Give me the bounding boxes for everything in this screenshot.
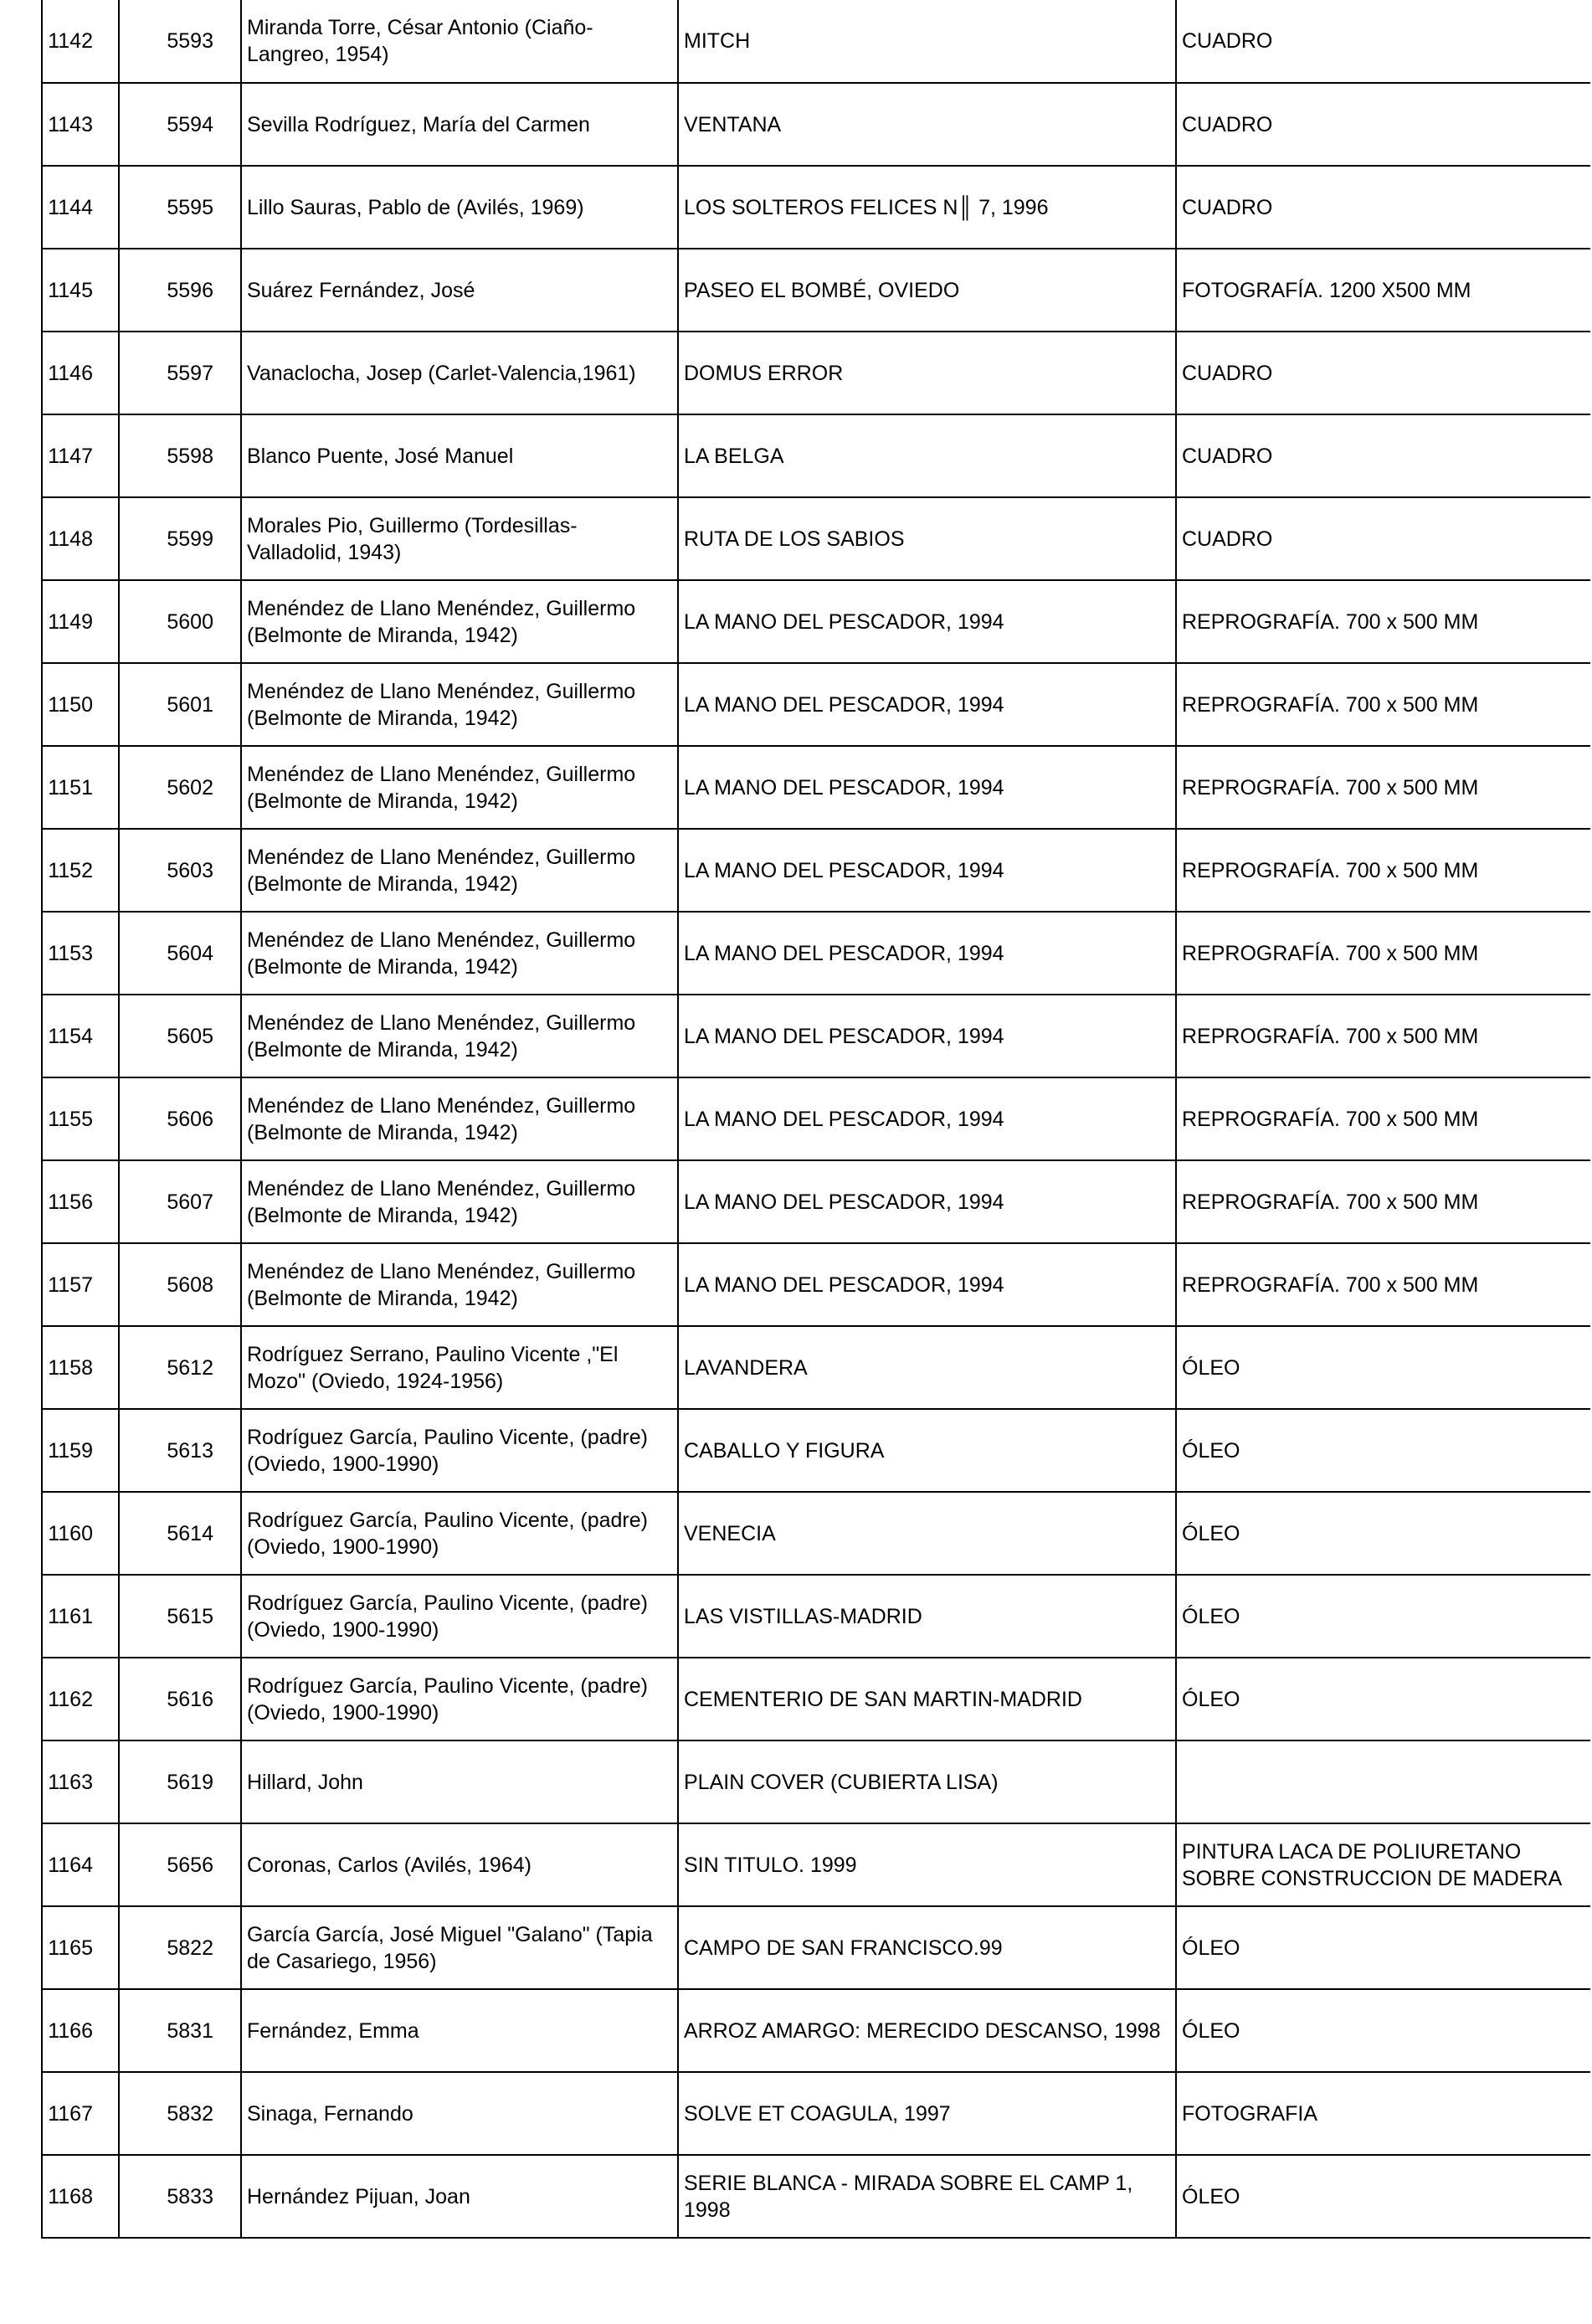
author-cell: Sevilla Rodríguez, María del Carmen [241,83,678,166]
table-row [42,912,1590,995]
row-number-cell: 1168 [42,2155,119,2238]
author-cell: Rodríguez García, Paulino Vicente, (padre) (Oviedo, 1900-1990) [241,1658,678,1740]
table-row [42,1989,1590,2072]
table-row [42,746,1590,829]
inventory-number-cell: 5612 [119,1326,241,1409]
row-number-cell: 1164 [42,1823,119,1906]
technique-cell: ÓLEO [1176,1906,1590,1989]
inventory-number-cell: 5594 [119,83,241,166]
row-number-cell: 1150 [42,663,119,746]
row-number-cell: 1167 [42,2072,119,2155]
table-row [42,1823,1590,1906]
title-cell: SERIE BLANCA - MIRADA SOBRE EL CAMP 1, 1998 [678,2155,1176,2238]
table-row [42,1658,1590,1740]
table-row [42,1077,1590,1160]
title-cell: ARROZ AMARGO: MERECIDO DESCANSO, 1998 [678,1989,1176,2072]
technique-cell: FOTOGRAFIA [1176,2072,1590,2155]
title-cell: CAMPO DE SAN FRANCISCO.99 [678,1906,1176,1989]
inventory-table [41,0,1590,2239]
technique-cell: REPROGRAFÍA. 700 x 500 MM [1176,1077,1590,1160]
inventory-number-cell: 5832 [119,2072,241,2155]
author-cell: Menéndez de Llano Menéndez, Guillermo (Belmonte de Miranda, 1942) [241,746,678,829]
technique-cell: PINTURA LACA DE POLIURETANO SOBRE CONSTRUCCION DE MADERA [1176,1823,1590,1906]
row-number-cell: 1144 [42,166,119,249]
inventory-number-cell: 5602 [119,746,241,829]
inventory-number-cell: 5601 [119,663,241,746]
title-cell: LA MANO DEL PESCADOR, 1994 [678,995,1176,1077]
inventory-number-cell: 5598 [119,414,241,497]
technique-cell: REPROGRAFÍA. 700 x 500 MM [1176,580,1590,663]
technique-cell: REPROGRAFÍA. 700 x 500 MM [1176,746,1590,829]
title-cell: RUTA DE LOS SABIOS [678,497,1176,580]
table-row [42,249,1590,332]
technique-cell: ÓLEO [1176,1658,1590,1740]
title-cell: LAVANDERA [678,1326,1176,1409]
technique-cell: CUADRO [1176,83,1590,166]
table-row [42,829,1590,912]
title-cell: PLAIN COVER (CUBIERTA LISA) [678,1740,1176,1823]
row-number-cell: 1159 [42,1409,119,1492]
row-number-cell: 1149 [42,580,119,663]
author-cell: Miranda Torre, César Antonio (Ciaño-Langreo, 1954) [241,0,678,83]
technique-cell: REPROGRAFÍA. 700 x 500 MM [1176,1160,1590,1243]
inventory-number-cell: 5833 [119,2155,241,2238]
inventory-number-cell: 5599 [119,497,241,580]
inventory-number-cell: 5831 [119,1989,241,2072]
technique-cell: CUADRO [1176,497,1590,580]
title-cell: CABALLO Y FIGURA [678,1409,1176,1492]
author-cell: Rodríguez García, Paulino Vicente, (padre) (Oviedo, 1900-1990) [241,1409,678,1492]
row-number-cell: 1165 [42,1906,119,1989]
technique-cell: REPROGRAFÍA. 700 x 500 MM [1176,1243,1590,1326]
technique-cell: REPROGRAFÍA. 700 x 500 MM [1176,829,1590,912]
title-cell: DOMUS ERROR [678,332,1176,414]
title-cell: PASEO EL BOMBÉ, OVIEDO [678,249,1176,332]
author-cell: Menéndez de Llano Menéndez, Guillermo (Belmonte de Miranda, 1942) [241,580,678,663]
inventory-number-cell: 5607 [119,1160,241,1243]
inventory-number-cell: 5603 [119,829,241,912]
table-row [42,1160,1590,1243]
inventory-number-cell: 5605 [119,995,241,1077]
row-number-cell: 1166 [42,1989,119,2072]
author-cell: Morales Pio, Guillermo (Tordesillas-Valladolid, 1943) [241,497,678,580]
title-cell: LA MANO DEL PESCADOR, 1994 [678,746,1176,829]
row-number-cell: 1148 [42,497,119,580]
table-row [42,497,1590,580]
inventory-number-cell: 5614 [119,1492,241,1575]
technique-cell: REPROGRAFÍA. 700 x 500 MM [1176,995,1590,1077]
inventory-number-cell: 5596 [119,249,241,332]
table-row [42,2155,1590,2238]
row-number-cell: 1153 [42,912,119,995]
inventory-number-cell: 5595 [119,166,241,249]
title-cell: LA MANO DEL PESCADOR, 1994 [678,1160,1176,1243]
table-row [42,663,1590,746]
technique-cell: ÓLEO [1176,1326,1590,1409]
inventory-number-cell: 5619 [119,1740,241,1823]
title-cell: LA MANO DEL PESCADOR, 1994 [678,663,1176,746]
row-number-cell: 1162 [42,1658,119,1740]
title-cell: LA MANO DEL PESCADOR, 1994 [678,580,1176,663]
author-cell: Menéndez de Llano Menéndez, Guillermo (Belmonte de Miranda, 1942) [241,829,678,912]
row-number-cell: 1154 [42,995,119,1077]
inventory-number-cell: 5656 [119,1823,241,1906]
author-cell: Hillard, John [241,1740,678,1823]
author-cell: Menéndez de Llano Menéndez, Guillermo (Belmonte de Miranda, 1942) [241,663,678,746]
title-cell: LA MANO DEL PESCADOR, 1994 [678,1243,1176,1326]
author-cell: Lillo Sauras, Pablo de (Avilés, 1969) [241,166,678,249]
technique-cell: ÓLEO [1176,1989,1590,2072]
table-row [42,1492,1590,1575]
author-cell: Rodríguez García, Paulino Vicente, (padre) (Oviedo, 1900-1990) [241,1575,678,1658]
table-row [42,166,1590,249]
title-cell: LA BELGA [678,414,1176,497]
table-row [42,414,1590,497]
technique-cell: ÓLEO [1176,1409,1590,1492]
title-cell: VENTANA [678,83,1176,166]
technique-cell: FOTOGRAFÍA. 1200 X500 MM [1176,249,1590,332]
author-cell: Coronas, Carlos (Avilés, 1964) [241,1823,678,1906]
table-row [42,0,1590,83]
inventory-number-cell: 5604 [119,912,241,995]
title-cell: SIN TITULO. 1999 [678,1823,1176,1906]
row-number-cell: 1147 [42,414,119,497]
inventory-number-cell: 5606 [119,1077,241,1160]
title-cell: LA MANO DEL PESCADOR, 1994 [678,912,1176,995]
table-row [42,1740,1590,1823]
row-number-cell: 1151 [42,746,119,829]
table-row [42,1409,1590,1492]
table-row [42,1575,1590,1658]
table-row [42,1326,1590,1409]
technique-cell: CUADRO [1176,332,1590,414]
author-cell: Menéndez de Llano Menéndez, Guillermo (Belmonte de Miranda, 1942) [241,995,678,1077]
author-cell: Vanaclocha, Josep (Carlet-Valencia,1961) [241,332,678,414]
author-cell: Rodríguez García, Paulino Vicente, (padre) (Oviedo, 1900-1990) [241,1492,678,1575]
title-cell: LOS SOLTEROS FELICES N║ 7, 1996 [678,166,1176,249]
inventory-number-cell: 5608 [119,1243,241,1326]
row-number-cell: 1161 [42,1575,119,1658]
row-number-cell: 1160 [42,1492,119,1575]
author-cell: Menéndez de Llano Menéndez, Guillermo (Belmonte de Miranda, 1942) [241,1077,678,1160]
title-cell: SOLVE ET COAGULA, 1997 [678,2072,1176,2155]
technique-cell: REPROGRAFÍA. 700 x 500 MM [1176,912,1590,995]
title-cell: CEMENTERIO DE SAN MARTIN-MADRID [678,1658,1176,1740]
author-cell: Blanco Puente, José Manuel [241,414,678,497]
inventory-table-body [42,0,1590,2238]
author-cell: Menéndez de Llano Menéndez, Guillermo (Belmonte de Miranda, 1942) [241,912,678,995]
row-number-cell: 1142 [42,0,119,83]
title-cell: LAS VISTILLAS-MADRID [678,1575,1176,1658]
table-row [42,995,1590,1077]
table-row [42,1906,1590,1989]
inventory-number-cell: 5597 [119,332,241,414]
table-row [42,83,1590,166]
row-number-cell: 1163 [42,1740,119,1823]
technique-cell: ÓLEO [1176,1575,1590,1658]
technique-cell: CUADRO [1176,166,1590,249]
author-cell: Suárez Fernández, José [241,249,678,332]
author-cell: Menéndez de Llano Menéndez, Guillermo (Belmonte de Miranda, 1942) [241,1243,678,1326]
inventory-number-cell: 5613 [119,1409,241,1492]
row-number-cell: 1146 [42,332,119,414]
inventory-number-cell: 5593 [119,0,241,83]
technique-cell [1176,1740,1590,1823]
table-row [42,580,1590,663]
row-number-cell: 1156 [42,1160,119,1243]
row-number-cell: 1157 [42,1243,119,1326]
author-cell: Menéndez de Llano Menéndez, Guillermo (Belmonte de Miranda, 1942) [241,1160,678,1243]
inventory-number-cell: 5822 [119,1906,241,1989]
row-number-cell: 1143 [42,83,119,166]
technique-cell: ÓLEO [1176,1492,1590,1575]
row-number-cell: 1158 [42,1326,119,1409]
title-cell: LA MANO DEL PESCADOR, 1994 [678,829,1176,912]
row-number-cell: 1145 [42,249,119,332]
title-cell: LA MANO DEL PESCADOR, 1994 [678,1077,1176,1160]
author-cell: Rodríguez Serrano, Paulino Vicente ,"El Mozo" (Oviedo, 1924-1956) [241,1326,678,1409]
author-cell: Sinaga, Fernando [241,2072,678,2155]
technique-cell: ÓLEO [1176,2155,1590,2238]
table-row [42,332,1590,414]
inventory-number-cell: 5616 [119,1658,241,1740]
author-cell: García García, José Miguel "Galano" (Tapia de Casariego, 1956) [241,1906,678,1989]
author-cell: Hernández Pijuan, Joan [241,2155,678,2238]
technique-cell: REPROGRAFÍA. 700 x 500 MM [1176,663,1590,746]
technique-cell: CUADRO [1176,0,1590,83]
table-row [42,2072,1590,2155]
title-cell: MITCH [678,0,1176,83]
row-number-cell: 1152 [42,829,119,912]
inventory-number-cell: 5600 [119,580,241,663]
title-cell: VENECIA [678,1492,1176,1575]
inventory-number-cell: 5615 [119,1575,241,1658]
author-cell: Fernández, Emma [241,1989,678,2072]
technique-cell: CUADRO [1176,414,1590,497]
table-row [42,1243,1590,1326]
row-number-cell: 1155 [42,1077,119,1160]
